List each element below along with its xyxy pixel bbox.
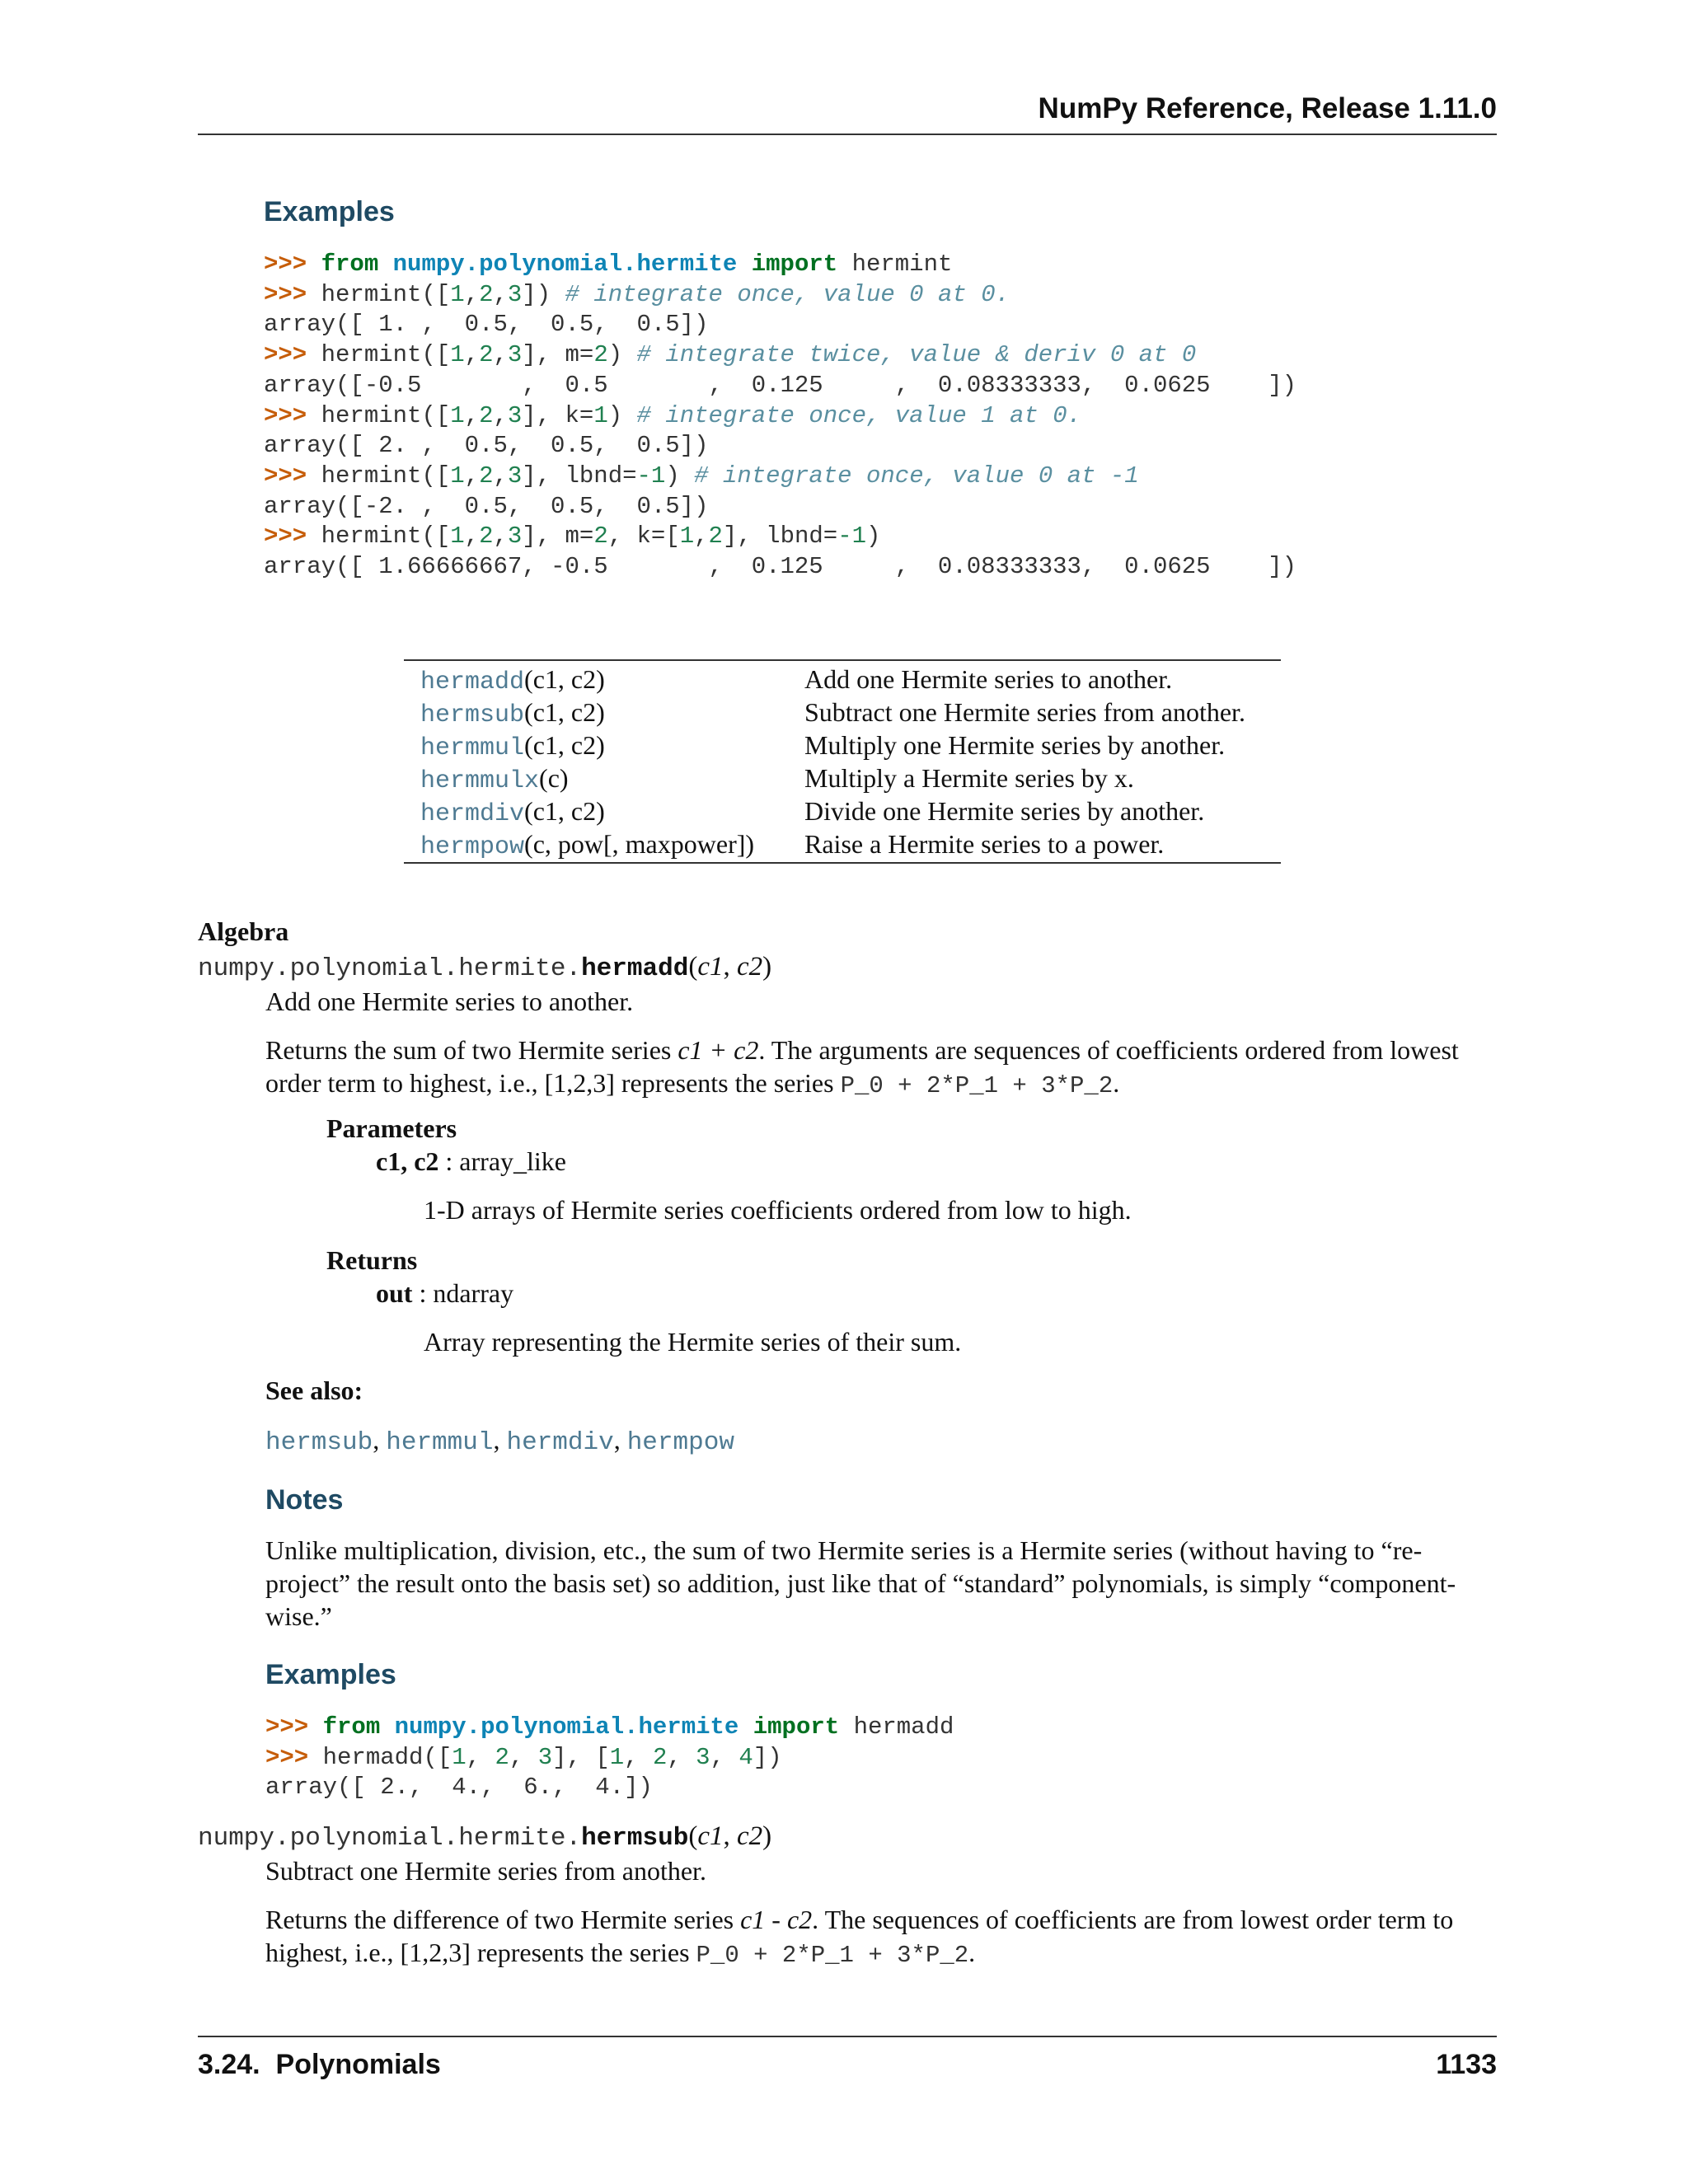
section-title-algebra: Algebra [198,916,289,946]
notes-heading: Notes [265,1484,344,1516]
hermsub-description: Returns the difference of two Hermite series c1 - c2. The sequences of coefficients are from lowest order term to highest, i.e., [1,2,3] represents the series P_0 + 2*P_1 + 3*P_2. [265,1905,1454,1969]
examples-heading: Examples [264,196,395,227]
function-summary-table [404,659,1281,864]
table-row: hermsub(c1, c2) Subtract one Hermite series from another. [420,697,1245,729]
header-title: NumPy Reference, Release 1.11.0 [1038,92,1497,124]
hermint-example-code: >>> from numpy.polynomial.hermite import hermint >>> hermint([1,2,3]) # integrate once, value 0 at 0. array([ 1. , 0.5, 0.5, 0.5]) >>> hermint([1,2,3], m=2) # integrate twice, value & deriv 0 at 0 array([-0.5 , 0.5 , 0.125 , 0.08333333, 0.0625 ]) >>> hermint([1,2,3], k=1) # integrate once, value 1 at 0. array([ 2. , 0.5, 0.5, 0.5]) >>> hermint([1,2,3], lbnd=-1) # integrate once, value 0 at -1 array([-2. , 0.5, 0.5, 0.5]) >>> hermint([1,2,3], m=2, k=[1,2], lbnd=-1) array([ 1.66666667, -0.5 , 0.125 , 0.08333333, 0.0625 ]) [264,251,1297,581]
see-also-label: See also: [265,1376,363,1405]
table-row: hermadd(c1, c2) Add one Hermite series to another. [420,664,1173,696]
see-also-links: hermsub, hermmul, hermdiv, hermpow [265,1425,734,1457]
parameters-label: Parameters [326,1113,457,1143]
hermpow-link[interactable]: hermpow [420,833,525,861]
hermmulx-link[interactable]: hermmulx [420,767,540,795]
hermadd-description: Returns the sum of two Hermite series c1 + c2. The arguments are sequences of coefficients ordered from lowest order term to highest, i.e., [1,2,3] represents the series P_0 + 2*P_1 + 3*P_2. [265,1035,1459,1099]
table-row: hermmul(c1, c2) Multiply one Hermite series by another. [420,730,1226,762]
see-also-hermsub-link[interactable]: hermsub [265,1428,373,1457]
notes-text: Unlike multiplication, division, etc., the sum of two Hermite series is a Hermite series (without having to “re-project” the result onto the basis set) so addition, just like that of “standard” polynomials, is simply “component-wise.” [265,1535,1456,1631]
table-row: hermdiv(c1, c2) Divide one Hermite series by another. [420,796,1205,828]
running-header [198,92,1497,135]
return-description: Array representing the Hermite series of their sum. [424,1327,962,1357]
hermmul-link[interactable]: hermmul [420,734,525,762]
hermsub-link[interactable]: hermsub [420,701,525,729]
hermadd-link[interactable]: hermadd [420,668,525,696]
hermadd-summary: Add one Hermite series to another. [265,987,634,1016]
hermdiv-link[interactable]: hermdiv [420,800,525,828]
hermsub-summary: Subtract one Hermite series from another. [265,1856,706,1886]
hermsub-signature: numpy.polynomial.hermite.hermsub(c1, c2) [198,1821,772,1853]
param-c1-c2: c1, c2 : array_like [376,1146,566,1176]
hermadd-signature: numpy.polynomial.hermite.hermadd(c1, c2) [198,952,772,983]
see-also-hermpow-link[interactable]: hermpow [626,1428,734,1457]
returns-label: Returns [326,1245,418,1275]
running-footer [198,2036,1497,2080]
return-out: out : ndarray [376,1278,514,1308]
footer-page-number: 1133 [1436,2049,1497,2080]
table-row: hermmulx(c) Multiply a Hermite series by x. [420,763,1134,795]
table-row: hermpow(c, pow[, maxpower]) Raise a Hermite series to a power. [420,829,1165,861]
param-description: 1-D arrays of Hermite series coefficients ordered from low to high. [424,1195,1132,1225]
hermadd-examples-heading: Examples [265,1659,396,1690]
see-also-hermmul-link[interactable]: hermmul [386,1428,494,1457]
see-also-hermdiv-link[interactable]: hermdiv [506,1428,614,1457]
hermadd-example-code: >>> from numpy.polynomial.hermite import hermadd >>> hermadd([1, 2, 3], [1, 2, 3, 4]) array([ 2., 4., 6., 4.]) [265,1713,954,1802]
footer-section: 3.24. Polynomials [198,2049,441,2080]
